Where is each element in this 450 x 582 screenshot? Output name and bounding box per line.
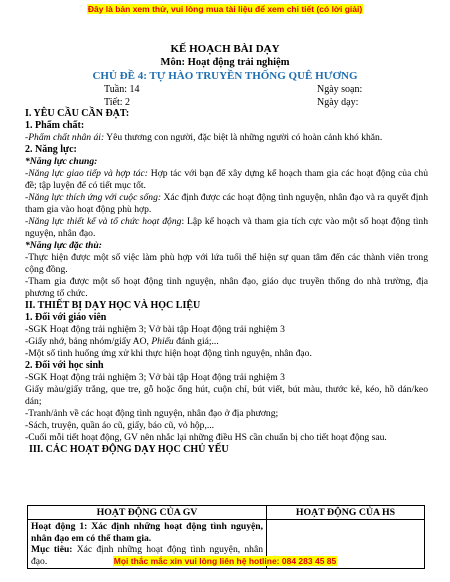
table-header-row bbox=[28, 506, 425, 520]
hotline-banner-text: Mọi thắc mắc xin vui lòng liên hệ hotline: 084 283 45 85 bbox=[113, 556, 337, 566]
competency-item bbox=[25, 192, 428, 216]
student-column-header: HOẠT ĐỘNG CỦA HS bbox=[267, 506, 425, 520]
teacher-material-item: -SGK Hoạt động trải nghiệm 3; Vở bài tập Hoạt động trải nghiệm 3 bbox=[25, 324, 285, 335]
qualities-heading: 1. Phẩm chất: bbox=[25, 120, 85, 131]
section-2-heading: II. THIẾT BỊ DẠY HỌC VÀ HỌC LIỆU bbox=[25, 300, 201, 311]
special-competency-item: -Tham gia được một số hoạt động tình nguyện, nhân đạo, giáo dục truyền thống do nhà trường, địa phương tổ chức. bbox=[25, 276, 428, 299]
week-label: Tuần: 14 bbox=[104, 84, 140, 95]
hotline-banner bbox=[0, 556, 450, 566]
section-3-heading: III. CÁC HOẠT ĐỘNG DẠY HỌC CHỦ YẾU bbox=[29, 444, 229, 455]
competency-lead: -Năng lực thích ứng với cuộc sống: bbox=[25, 192, 162, 203]
student-material-item: -SGK Hoạt động trải nghiệm 3; Vở bài tập Hoạt động trải nghiệm 3 bbox=[25, 372, 285, 383]
student-material-item: -Cuối mỗi tiết hoạt động, GV nên nhắc lại những điều HS cần chuẩn bị cho tiết hoạt động sau. bbox=[25, 432, 387, 443]
student-materials-heading: 2. Đối với học sinh bbox=[25, 360, 104, 371]
section-1-heading: I. YÊU CẦU CẦN ĐẠT: bbox=[25, 108, 130, 119]
competency-item bbox=[25, 168, 428, 192]
competency-text: : Lập kế hoạch và tham gia tích cực vào một số hoạt động tình nguyện, nhân đạo. bbox=[25, 216, 428, 239]
special-competency-heading: *Năng lực đặc thù: bbox=[25, 240, 102, 251]
material-text: -Giấy nhớ, bảng nhóm/giấy AO, bbox=[25, 336, 152, 347]
student-material-item: -Sách, truyện, quần áo cũ, giấy, báo cũ, vỏ hộp,... bbox=[25, 420, 215, 431]
quality-text: Yêu thương con người, đặc biệt là những người có hoàn cảnh khó khăn. bbox=[104, 132, 383, 143]
activity-goal-text: Xác định những hoạt động tình nguyện, nhân đạo. bbox=[31, 544, 263, 567]
teacher-materials-heading: 1. Đối với giáo viên bbox=[25, 312, 107, 323]
period-label: Tiết: 2 bbox=[104, 97, 131, 108]
date-prepared-label: Ngày soạn: bbox=[317, 84, 363, 95]
special-competency-item: -Thực hiện được một số việc làm phù hợp với lứa tuổi thể hiện sự quan tâm đến các thành viên trong cộng đồng. bbox=[25, 252, 428, 275]
activity-goal-lead: Mục tiêu: bbox=[31, 544, 73, 555]
student-material-item: -Tranh/ảnh về các hoạt động tình nguyện, nhân đạo ở địa phương; bbox=[25, 408, 279, 419]
competency-text: Xác định được các hoạt động tình nguyện, nhân đạo và ra quyết định tham gia vào hoạt động phù hợp. bbox=[25, 192, 428, 215]
quality-lead: -Phẩm chất nhân ái: bbox=[25, 132, 105, 143]
date-taught-label: Ngày dạy: bbox=[317, 97, 359, 108]
competency-text: Hợp tác với bạn để xây dựng kế hoạch tham gia các hoạt động của chủ đề; tập luyện để có tiết mục tốt. bbox=[25, 168, 428, 191]
quality-item bbox=[25, 132, 428, 144]
preview-banner bbox=[0, 4, 450, 14]
topic-heading: CHỦ ĐỀ 4: TỰ HÀO TRUYỀN THỐNG QUÊ HƯƠNG bbox=[92, 70, 358, 82]
material-text: đánh giá;... bbox=[173, 336, 219, 347]
competency-item bbox=[25, 216, 428, 240]
document-body bbox=[25, 108, 428, 456]
preview-banner-text: Đây là bản xem thử, vui lòng mua tài liệu để xem chi tiết (có lời giải) bbox=[87, 4, 363, 14]
student-material-item: Giấy màu/giấy trắng, que tre, gỗ hoặc ống hút, cuộn chỉ, bút viết, bút màu, thước kẻ, kéo, hồ dán/keo dán; bbox=[25, 384, 428, 407]
general-competency-heading: *Năng lực chung: bbox=[25, 156, 98, 167]
activity-title: Hoạt động 1: Xác định những hoạt động tình nguyện, nhân đạo em có thể tham gia. bbox=[31, 521, 263, 544]
competencies-heading: 2. Năng lực: bbox=[25, 144, 77, 155]
competency-lead: -Năng lực giao tiếp và hợp tác: bbox=[25, 168, 148, 179]
teacher-column-header: HOẠT ĐỘNG CỦA GV bbox=[28, 506, 267, 520]
subject-line: Môn: Hoạt động trải nghiệm bbox=[160, 57, 290, 68]
teacher-material-item: -Một số tình huống ứng xử khi thực hiện hoạt động tình nguyện, nhân đạo. bbox=[25, 348, 312, 359]
material-italic: Phiếu bbox=[151, 336, 174, 347]
teacher-material-item bbox=[25, 336, 428, 348]
competency-lead: -Năng lực thiết kế và tổ chức hoạt động bbox=[25, 216, 182, 227]
document-title: KẾ HOẠCH BÀI DẠY bbox=[170, 43, 280, 55]
